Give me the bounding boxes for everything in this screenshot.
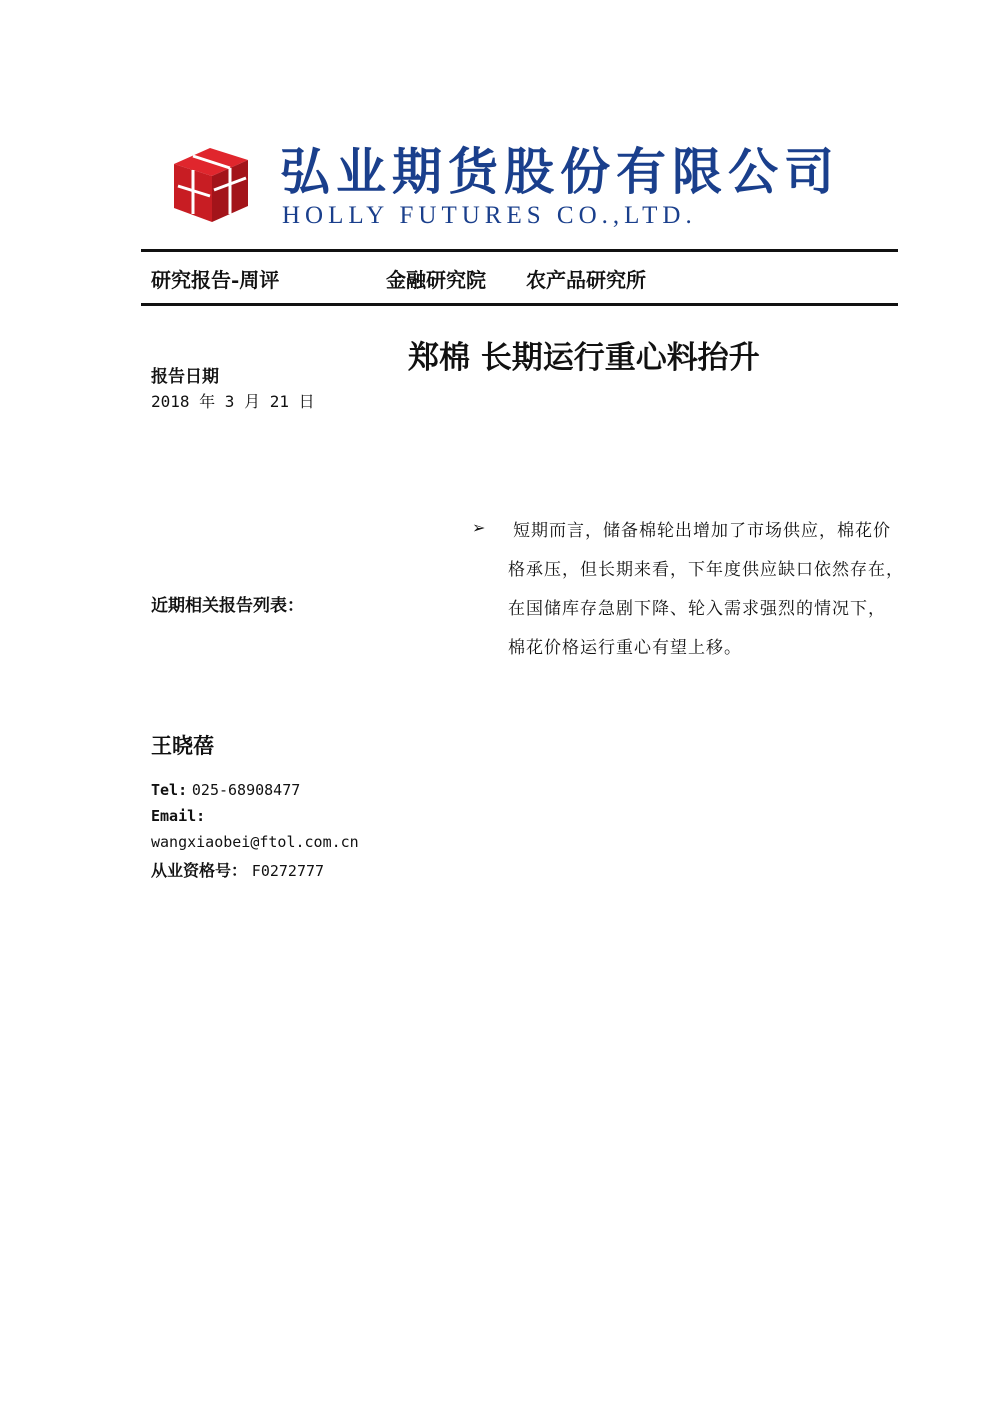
logo-english-name: HOLLY FUTURES CO.,LTD.	[282, 202, 697, 229]
related-reports-label: 近期相关报告列表：	[151, 596, 304, 616]
email-label-row	[151, 807, 205, 825]
summary-line: 在国储库存急剧下降、轮入需求强烈的情况下，	[508, 599, 886, 619]
report-date-value: 2018 年 3 月 21 日	[151, 392, 315, 411]
arrow-bullet-icon: ➢	[472, 518, 486, 537]
license-row	[151, 858, 324, 881]
tel-label: Tel:	[151, 781, 188, 799]
report-title: 郑棉 长期运行重心料抬升	[408, 340, 760, 376]
company-logo	[168, 140, 838, 230]
header-rule-top	[141, 249, 898, 252]
cube-logo-icon	[168, 142, 252, 226]
author-name: 王晓蓓	[151, 733, 214, 758]
summary-line: 短期而言，储备棉轮出增加了市场供应，棉花价	[513, 521, 891, 541]
header-rule-bottom	[141, 303, 898, 306]
summary-line: 格承压，但长期来看，下年度供应缺口依然存在，	[508, 560, 904, 580]
logo-chinese-name: 弘业期货股份有限公司	[280, 142, 840, 201]
email-value-row	[151, 833, 359, 851]
department-name: 农产品研究所	[526, 268, 646, 292]
report-date-label: 报告日期	[151, 367, 219, 387]
institute-name: 金融研究院	[386, 268, 486, 292]
tel-value: 025-68908477	[191, 781, 301, 799]
report-type: 研究报告-周评	[151, 268, 280, 292]
summary-line: 棉花价格运行重心有望上移。	[508, 638, 742, 658]
email-value[interactable]: wangxiaobei@ftol.com.cn	[151, 833, 359, 851]
email-label: Email:	[151, 807, 206, 825]
license-label: 从业资格号：	[151, 861, 248, 880]
tel-row	[151, 781, 300, 799]
summary-paragraph	[508, 512, 936, 668]
license-value: F0272777	[251, 862, 325, 880]
